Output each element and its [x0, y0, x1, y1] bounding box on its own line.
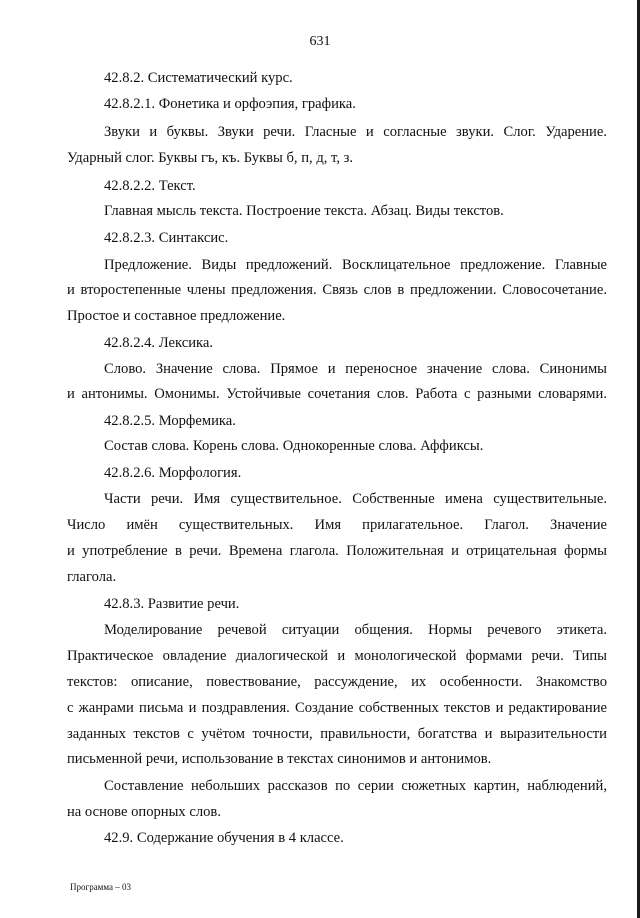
- paragraph-line: и антонимы. Омонимы. Устойчивые сочетания слов. Работа с разными словарями.: [67, 386, 607, 402]
- paragraph-line: Звуки и буквы. Звуки речи. Гласные и согласные звуки. Слог. Ударение.: [104, 124, 607, 140]
- subsection-heading-morphemics: 42.8.2.5. Морфемика.: [104, 413, 236, 429]
- subsection-heading-lexicon: 42.8.2.4. Лексика.: [104, 335, 214, 351]
- paragraph-line: Слово. Значение слова. Прямое и переносное значение слова. Синонимы: [104, 361, 607, 377]
- subsection-heading-text: 42.8.2.2. Текст.: [104, 178, 196, 194]
- paragraph-line: Ударный слог. Буквы гъ, къ. Буквы б, п, д, т, з.: [67, 150, 354, 166]
- paragraph-line: и употребление в речи. Времена глагола. Положительная и отрицательная формы: [67, 543, 607, 559]
- paragraph-line: Составление небольших рассказов по серии сюжетных картин, наблюдений,: [104, 778, 607, 794]
- subsection-heading-phonetics: 42.8.2.1. Фонетика и орфоэпия, графика.: [104, 96, 356, 112]
- paragraph-line: Простое и составное предложение.: [67, 308, 286, 324]
- paragraph-line: Части речи. Имя существительное. Собственные имена существительные.: [104, 491, 607, 507]
- paragraph-line: и второстепенные члены предложения. Связь слов в предложении. Словосочетание.: [67, 282, 607, 298]
- page-footer: Программа – 03: [70, 882, 132, 892]
- paragraph-line: Число имён существительных. Имя прилагательное. Глагол. Значение: [67, 517, 607, 533]
- paragraph-line: на основе опорных слов.: [67, 804, 221, 820]
- paragraph-line: глагола.: [67, 569, 117, 585]
- paragraph-line: Предложение. Виды предложений. Восклицательное предложение. Главные: [104, 257, 607, 273]
- paragraph-line: Практическое овладение диалогической и монологической формами речи. Типы: [67, 648, 607, 664]
- paragraph-line: Моделирование речевой ситуации общения. Нормы речевого этикета.: [104, 622, 607, 638]
- paragraph-line: Главная мысль текста. Построение текста. Абзац. Виды текстов.: [104, 203, 504, 219]
- subsection-heading-morphology: 42.8.2.6. Морфология.: [104, 465, 242, 481]
- paragraph-line: Состав слова. Корень слова. Однокоренные слова. Аффиксы.: [104, 438, 484, 454]
- paragraph-line: текстов: описание, повествование, рассуждение, их особенности. Знакомство: [67, 674, 607, 690]
- subsection-heading-syntax: 42.8.2.3. Синтаксис.: [104, 230, 229, 246]
- paragraph-line: заданных текстов с учётом точности, правильности, богатства и выразительности: [67, 726, 607, 742]
- paragraph-line: с жанрами письма и поздравления. Создание собственных текстов и редактирование: [67, 700, 607, 716]
- section-heading-42-8-3: 42.8.3. Развитие речи.: [104, 596, 240, 612]
- section-heading-42-8-2: 42.8.2. Систематический курс.: [104, 70, 293, 86]
- section-heading-42-9: 42.9. Содержание обучения в 4 классе.: [104, 830, 344, 846]
- paragraph-line: письменной речи, использование в текстах синонимов и антонимов.: [67, 751, 492, 767]
- page-number: 631: [309, 34, 331, 49]
